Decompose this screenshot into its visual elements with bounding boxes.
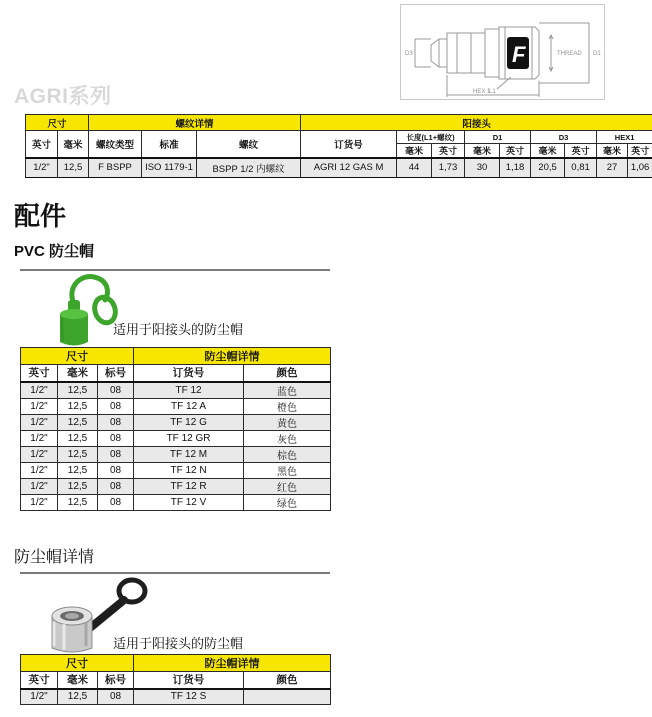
series-title: AGRI系列 <box>14 85 112 108</box>
table-row: 1/2" 12,5 08 TF 12 蓝色 <box>21 382 331 399</box>
hdr-part-no: 订货号 <box>134 672 244 689</box>
pvc-cap-table <box>20 347 331 511</box>
table-row: 1/2" 12,5 08 TF 12 S <box>21 689 331 705</box>
unit-inch: 英寸 <box>628 144 652 159</box>
cap-details-title: 防尘帽详情 <box>14 549 95 566</box>
dim-label-d1: D1 <box>593 51 601 57</box>
hdr-mm: 毫米 <box>58 672 98 689</box>
unit-mm: 毫米 <box>465 144 500 159</box>
accessories-title: 配件 <box>14 201 67 231</box>
hdr-hex1: HEX1 <box>597 131 652 144</box>
group-size: 尺寸 <box>21 348 134 365</box>
dim-label-l1: L1 <box>489 89 496 95</box>
hdr-part-no: 订货号 <box>301 131 397 159</box>
unit-inch: 英寸 <box>432 144 465 159</box>
dim-label-d3: D3 <box>405 51 413 57</box>
table-row: 1/2" 12,5 08 TF 12 V 绿色 <box>21 494 331 510</box>
hdr-ref: 标号 <box>98 672 134 689</box>
cell-d1-mm: 30 <box>465 158 500 177</box>
cell-length-mm: 44 <box>397 158 432 177</box>
group-cap-details: 防尘帽详情 <box>134 348 331 365</box>
cap-header-row <box>21 365 331 382</box>
table-row: 1/2" 12,5 08 TF 12 G 黄色 <box>21 414 331 430</box>
hdr-ref: 标号 <box>98 365 134 382</box>
unit-inch: 英寸 <box>500 144 531 159</box>
pvc-dust-cap-image <box>48 272 148 353</box>
cell-thread: BSPP 1/2 内螺纹 <box>197 158 301 177</box>
coupling-diagram <box>400 4 605 100</box>
table-row: 1/2" 12,5 08 TF 12 M 棕色 <box>21 446 331 462</box>
hdr-d3: D3 <box>531 131 597 144</box>
cell-d3-mm: 20,5 <box>531 158 565 177</box>
table-row: 1/2" 12,5 08 TF 12 R 红色 <box>21 478 331 494</box>
unit-inch: 英寸 <box>565 144 597 159</box>
unit-mm: 毫米 <box>531 144 565 159</box>
unit-mm: 毫米 <box>397 144 432 159</box>
cell-standard: ISO 1179-1 <box>142 158 197 177</box>
hdr-thread: 螺纹 <box>197 131 301 159</box>
cap-strap <box>90 600 124 628</box>
divider <box>20 572 330 574</box>
cap-group-header-row <box>21 348 331 365</box>
brand-logo-f: F <box>512 42 526 67</box>
hdr-inch: 英寸 <box>21 365 58 382</box>
hdr-color: 颜色 <box>244 672 331 689</box>
cell-inch: 1/2" <box>26 158 58 177</box>
hdr-d1: D1 <box>465 131 531 144</box>
table-row: 1/2" 12,5 08 TF 12 GR 灰色 <box>21 430 331 446</box>
hdr-mm: 毫米 <box>58 365 98 382</box>
hdr-thread-type: 螺纹类型 <box>89 131 142 159</box>
divider <box>20 269 330 271</box>
cell-d1-inch: 1,18 <box>500 158 531 177</box>
hdr-length: 长度(L1+螺纹) <box>397 131 465 144</box>
spec-table <box>25 114 652 178</box>
hdr-part-no: 订货号 <box>134 365 244 382</box>
dim-label-hex1: HEX 1 <box>473 89 491 95</box>
unit-mm: 毫米 <box>597 144 628 159</box>
hdr-mm: 毫米 <box>58 131 89 159</box>
cell-mm: 12,5 <box>58 158 89 177</box>
table-row: 1/2" 12,5 08 TF 12 A 橙色 <box>21 398 331 414</box>
cell-hex1-mm: 27 <box>597 158 628 177</box>
metal-cap-table <box>20 654 331 705</box>
hdr-standard: 标准 <box>142 131 197 159</box>
group-male-coupling: 阳接头 <box>301 115 652 131</box>
coupling-drawing <box>401 5 604 99</box>
cell-thread-type: F BSPP <box>89 158 142 177</box>
group-size: 尺寸 <box>26 115 89 131</box>
group-cap-details: 防尘帽详情 <box>134 655 331 672</box>
hdr-color: 颜色 <box>244 365 331 382</box>
dim-label-thread: THREAD <box>557 51 582 57</box>
table-row: 1/2" 12,5 08 TF 12 N 黑色 <box>21 462 331 478</box>
pvc-cap-subtitle: PVC 防尘帽 <box>14 243 95 260</box>
hdr-inch: 英寸 <box>21 672 58 689</box>
cell-length-inch: 1,73 <box>432 158 465 177</box>
cell-d3-inch: 0,81 <box>565 158 597 177</box>
metal-cap-caption: 适用于阳接头的防尘帽 <box>113 636 244 651</box>
spec-data-row <box>26 158 652 177</box>
spec-subheader-row <box>26 131 652 144</box>
pvc-cap-caption: 适用于阳接头的防尘帽 <box>113 322 244 337</box>
cap-group-header-row <box>21 655 331 672</box>
cap-header-row <box>21 672 331 689</box>
spec-group-header-row <box>26 115 652 131</box>
group-thread-details: 螺纹详情 <box>89 115 301 131</box>
cell-hex1-inch: 1,06 <box>628 158 652 177</box>
cell-part-no: AGRI 12 GAS M <box>301 158 397 177</box>
hdr-inch: 英寸 <box>26 131 58 159</box>
group-size: 尺寸 <box>21 655 134 672</box>
